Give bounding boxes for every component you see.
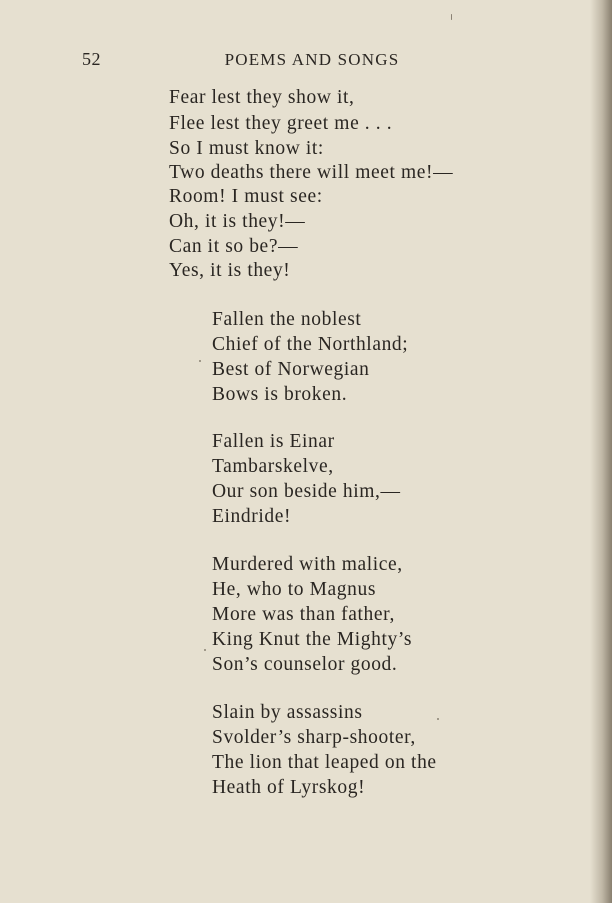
poem-line: Fear lest they show it, [169,87,355,108]
print-speck [451,14,452,20]
page-edge-shadow [590,0,612,903]
poem-line: The lion that leaped on the [212,752,437,773]
poem-line: Yes, it is they! [169,260,291,281]
poem-line: More was than father, [212,604,395,625]
poem-line: Our son beside him,— [212,481,401,502]
poem-line: Bows is broken. [212,384,348,405]
poem-line: Tambarskelve, [212,456,334,477]
poem-line: Best of Norwegian [212,359,370,380]
poem-line: Slain by assassins [212,702,363,723]
poem-line: Flee lest they greet me . . . [169,113,393,134]
poem-line: Svolder’s sharp-shooter, [212,727,416,748]
poem-line: Eindride! [212,506,292,527]
running-title: POEMS AND SONGS [224,50,400,69]
poem-line: Fallen is Einar [212,431,335,452]
poem-line: Two deaths there will meet me!— [169,162,454,183]
poem-line: King Knut the Mighty’s [212,629,413,650]
poem-line: So I must know it: [169,138,324,159]
print-speck [204,649,206,651]
poem-line: Oh, it is they!— [169,211,306,232]
page-number: 52 [82,49,101,69]
print-speck [437,718,439,720]
poem-line: Fallen the noblest [212,309,362,330]
poem-line: Murdered with malice, [212,554,403,575]
poem-line: Room! I must see: [169,186,323,207]
print-speck [199,360,201,362]
poem-line: Son’s counselor good. [212,654,398,675]
poem-line: He, who to Magnus [212,579,377,600]
poem-line: Can it so be?— [169,236,299,257]
poem-line: Heath of Lyrskog! [212,777,366,798]
poem-line: Chief of the Northland; [212,334,409,355]
